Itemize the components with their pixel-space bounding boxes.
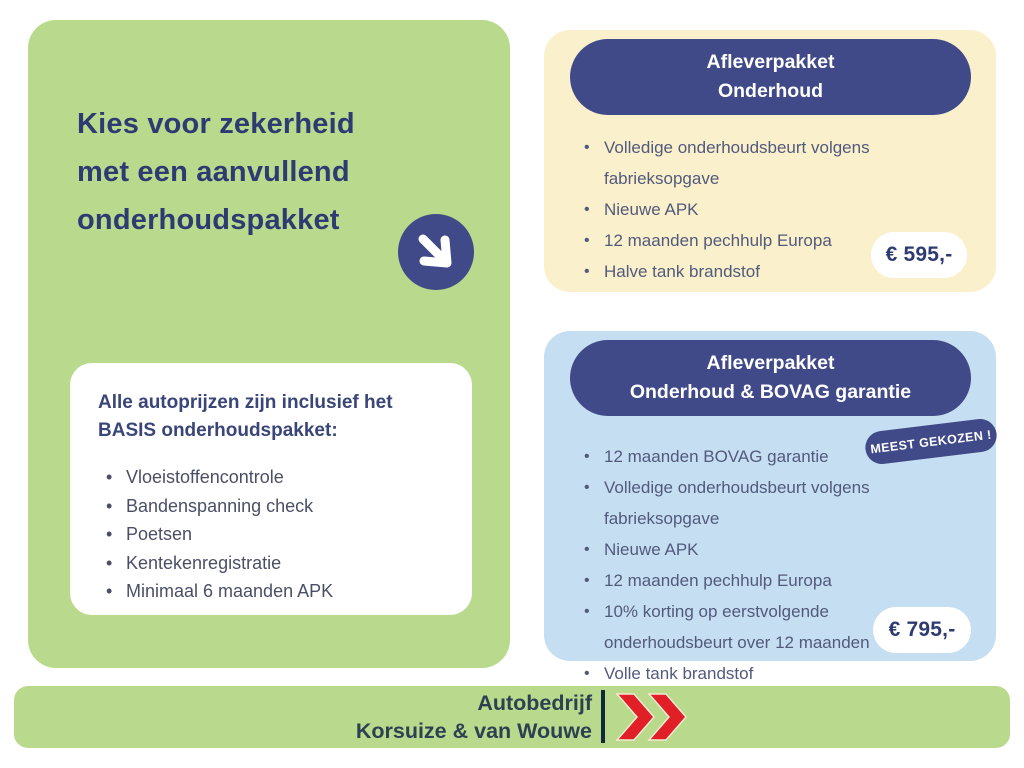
list-item: • 10% korting op eerstvolgende onderhoudsbeurt over 12 maanden	[576, 596, 956, 658]
package-header	[570, 340, 971, 416]
package-header	[570, 39, 971, 115]
company-name-line1: Autobedrijf	[477, 691, 592, 715]
company-name-line2: Korsuize & van Wouwe	[355, 719, 592, 743]
list-item: • Kentekenregistratie	[98, 549, 446, 578]
basis-card-title	[98, 389, 446, 445]
basis-items-list	[98, 463, 446, 606]
list-item: • Vloeistoffencontrole	[98, 463, 446, 492]
list-item: • Nieuwe APK	[576, 194, 980, 225]
list-item: • 12 maanden pechhulp Europa	[576, 225, 980, 256]
list-item: • Volledige onderhoudsbeurt volgens fabrieksopgave	[576, 472, 980, 534]
most-chosen-badge: MEEST GEKOZEN !	[863, 417, 998, 466]
list-item: • Bandenspanning check	[98, 492, 446, 521]
list-item: • Volledige onderhoudsbeurt volgens fabrieksopgave	[576, 132, 980, 194]
package-title-line2: Onderhoud	[717, 80, 824, 102]
list-item: • 12 maanden pechhulp Europa	[576, 565, 980, 596]
list-item: • Minimaal 6 maanden APK	[98, 577, 446, 606]
price-badge: € 595,-	[871, 232, 967, 278]
company-name	[14, 689, 592, 745]
logo-divider	[601, 690, 605, 743]
intro-panel	[28, 20, 510, 668]
package-title-line2: Onderhoud & BOVAG garantie	[629, 381, 912, 403]
list-item: • Halve tank brandstof	[576, 256, 980, 287]
package-card-onderhoud	[544, 30, 996, 292]
list-item: • Volle tank brandstof	[576, 658, 980, 689]
list-item: • 12 maanden BOVAG garantie	[576, 441, 980, 472]
basis-title-line2: BASIS onderhoudspakket:	[98, 420, 338, 441]
package-title-line1: Afleverpakket	[706, 352, 835, 374]
package-card-onderhoud-bovag	[544, 331, 996, 683]
price-badge: € 795,-	[873, 607, 971, 653]
package-title-line1: Afleverpakket	[706, 51, 835, 73]
basis-title-line1: Alle autoprijzen zijn inclusief het	[98, 392, 393, 413]
arrow-down-right-icon	[398, 214, 474, 290]
double-chevron-icon	[615, 693, 695, 746]
page-title: Kies voor zekerheid met een aanvullend onderhoudspakket	[77, 108, 355, 236]
basis-package-card	[70, 363, 472, 615]
footer-bar	[14, 686, 1010, 748]
list-item: • Nieuwe APK	[576, 534, 980, 565]
list-item: • Poetsen	[98, 520, 446, 549]
